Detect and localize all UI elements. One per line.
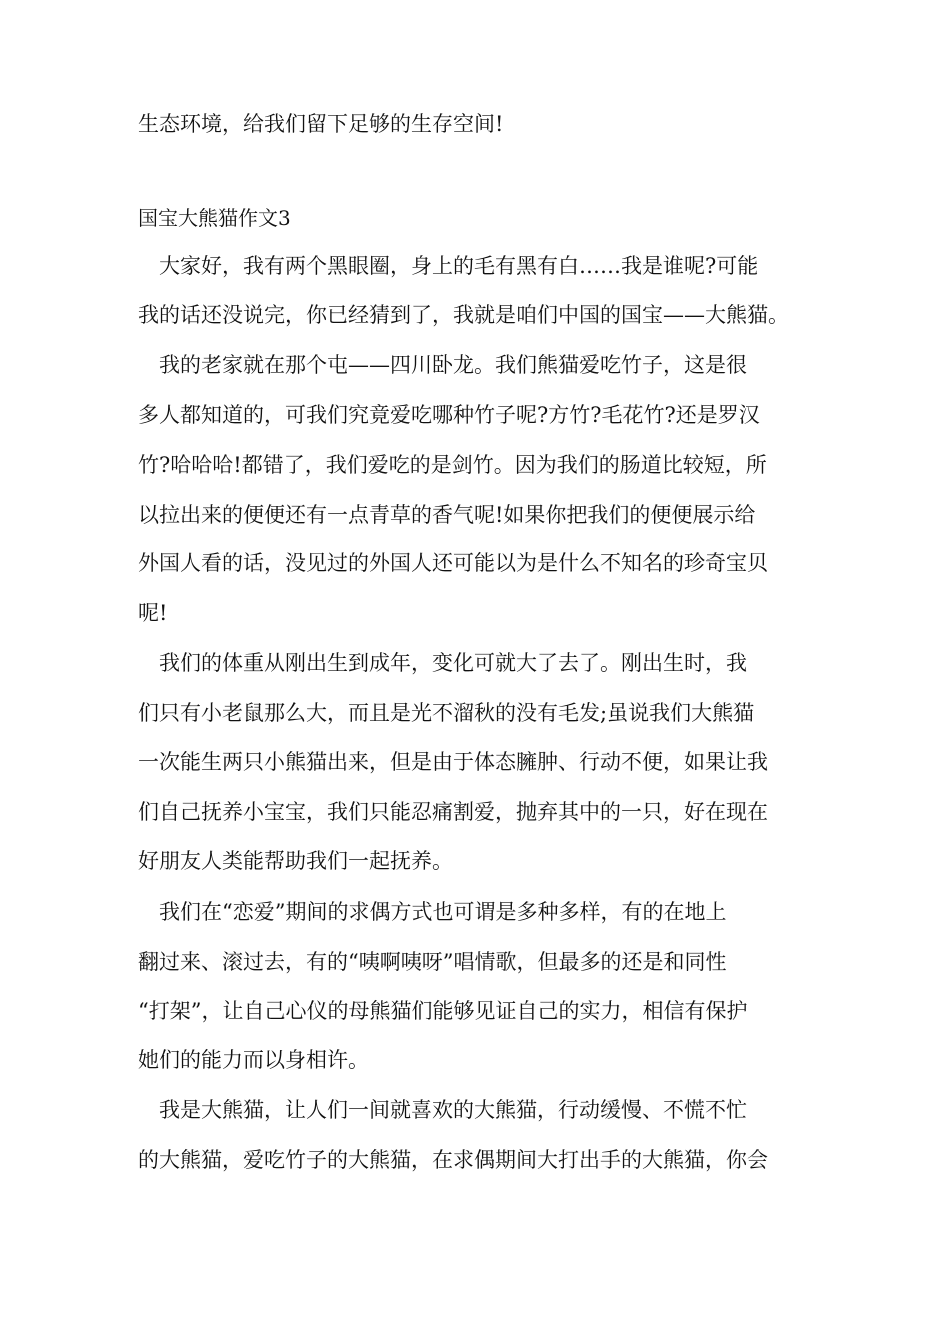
text-line: 多人都知道的，可我们究竟爱吃哪种竹子呢?方竹?毛花竹?还是罗汉 xyxy=(138,403,760,427)
text-line: 们自己抚养小宝宝，我们只能忍痛割爱，抛弃其中的一只，好在现在 xyxy=(138,800,768,824)
text-line: 我们在“恋爱”期间的求偶方式也可谓是多种多样，有的在地上 xyxy=(138,900,727,924)
text-line: 好朋友人类能帮助我们一起抚养。 xyxy=(138,849,453,873)
text-line: 一次能生两只小熊猫出来，但是由于体态臃肿、行动不便，如果让我 xyxy=(138,750,768,774)
text-line: 生态环境，给我们留下足够的生存空间! xyxy=(138,112,504,136)
text-line: 以拉出来的便便还有一点青草的香气呢!如果你把我们的便便展示给 xyxy=(138,503,756,527)
text-line: 外国人看的话，没见过的外国人还可能以为是什么不知名的珍奇宝贝 xyxy=(138,551,768,575)
text-line: 她们的能力而以身相许。 xyxy=(138,1048,369,1072)
text-line: 呢! xyxy=(138,601,168,625)
text-line: 的大熊猫，爱吃竹子的大熊猫，在求偶期间大打出手的大熊猫，你会 xyxy=(138,1148,768,1172)
text-line: 们只有小老鼠那么大，而且是光不溜秋的没有毛发;虽说我们大熊猫 xyxy=(138,701,755,725)
text-line: 我们的体重从刚出生到成年，变化可就大了去了。刚出生时，我 xyxy=(138,651,747,675)
text-line: 我的话还没说完，你已经猜到了，我就是咱们中国的国宝——大熊猫。 xyxy=(138,303,789,327)
section-title: 国宝大熊猫作文3 xyxy=(138,206,291,230)
text-line: 我的老家就在那个屯——四川卧龙。我们熊猫爱吃竹子，这是很 xyxy=(138,353,747,377)
text-line: 竹?哈哈哈!都错了，我们爱吃的是剑竹。因为我们的肠道比较短，所 xyxy=(138,453,767,477)
text-line: 翻过来、滚过去，有的“咦啊咦呀”唱情歌，但最多的还是和同性 xyxy=(138,950,727,974)
text-line: 我是大熊猫，让人们一间就喜欢的大熊猫，行动缓慢、不慌不忙 xyxy=(138,1098,747,1122)
text-line: 大家好，我有两个黑眼圈，身上的毛有黑有白……我是谁呢?可能 xyxy=(138,254,759,278)
text-line: “打架”，让自己心仪的母熊猫们能够见证自己的实力，相信有保护 xyxy=(138,999,748,1023)
